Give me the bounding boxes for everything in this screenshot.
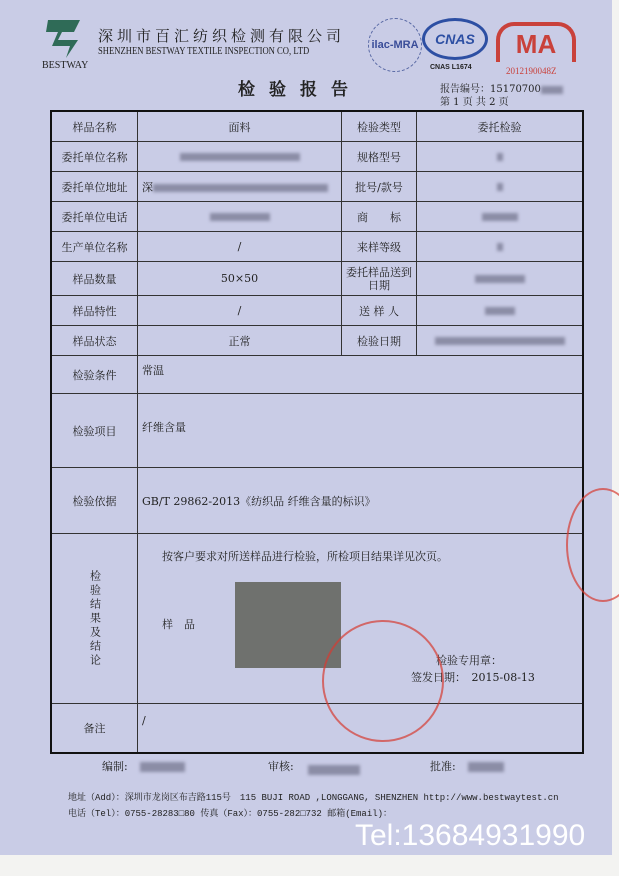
compiled-signature — [140, 762, 185, 772]
table-row — [51, 394, 583, 468]
label: 样品特性 — [51, 296, 138, 326]
table-row — [51, 534, 583, 704]
issue-date: 签发日期： 2015-08-13 — [411, 671, 535, 684]
redacted-value — [138, 142, 342, 172]
table-row — [51, 356, 583, 394]
reviewed-by-label: 审核: — [268, 760, 294, 773]
label: 委托样品送到日期 — [342, 262, 417, 296]
tel-watermark: Tel:13684931990 — [355, 819, 586, 852]
value: 常温 — [138, 356, 584, 394]
bestway-logo-icon — [44, 18, 84, 58]
company-name-en: SHENZHEN BESTWAY TEXTILE INSPECTION CO, LTD — [98, 46, 310, 57]
label: 委托单位地址 — [51, 172, 138, 202]
label: 规格型号 — [342, 142, 417, 172]
table-row — [51, 296, 583, 326]
redacted-value — [417, 296, 584, 326]
official-stamp — [322, 620, 444, 742]
approved-by-label: 批准: — [430, 760, 456, 773]
sample-label: 样 品 — [162, 618, 195, 631]
table-row — [51, 202, 583, 232]
value: 委托检验 — [417, 111, 584, 142]
label: 来样等级 — [342, 232, 417, 262]
footer-address: 地址（Add）：深圳市龙岗区布吉路115号 115 BUJI ROAD ,LONGGANG, SHENZHEN http://www.bestwaytest.cn — [68, 793, 559, 803]
table-row — [51, 111, 583, 142]
compiled-by-label: 编制: — [102, 760, 128, 773]
value: 纤维含量 — [138, 394, 584, 468]
label: 委托单位电话 — [51, 202, 138, 232]
label: 检验项目 — [51, 394, 138, 468]
table-row — [51, 704, 583, 754]
redacted-value — [138, 172, 342, 202]
reviewed-signature — [308, 765, 360, 775]
table-row — [51, 262, 583, 296]
label: 商 标 — [342, 202, 417, 232]
company-name-cn: 深圳市百汇纺织检测有限公司 — [98, 27, 346, 45]
report-title: 检验报告 — [238, 80, 362, 100]
label: 检验条件 — [51, 356, 138, 394]
cma-logo: MA — [496, 22, 576, 62]
report-number-text: 报告编号：15170700 — [440, 84, 541, 95]
value: GB/T 29862-2013《纺织品 纤维含量的标识》 — [138, 468, 584, 534]
sample-swatch — [235, 582, 341, 668]
label: 样品状态 — [51, 326, 138, 356]
label: 样品名称 — [51, 111, 138, 142]
table-row — [51, 326, 583, 356]
label: 检验类型 — [342, 111, 417, 142]
ilac-mra-logo: ilac-MRA — [368, 18, 422, 72]
cma-code: 2012190048Z — [506, 66, 557, 76]
logo-text: BESTWAY — [42, 60, 89, 71]
redacted-value — [138, 202, 342, 232]
page-number: 第 1 页 共 2 页 — [440, 97, 509, 108]
redacted-value — [417, 326, 584, 356]
redacted-value — [417, 172, 584, 202]
label: 备注 — [51, 704, 138, 754]
report-table — [50, 110, 584, 754]
footer-phone: 电话（Tel）：0755-28283□80 传真（Fax）：0755-282□732 邮箱(Email)： — [68, 809, 393, 819]
table-row — [51, 468, 583, 534]
label: 检验结果及结论 — [51, 534, 138, 704]
value: / — [138, 296, 342, 326]
table-row — [51, 142, 583, 172]
label: 生产单位名称 — [51, 232, 138, 262]
redacted-value — [417, 232, 584, 262]
redacted-value — [417, 142, 584, 172]
value: / — [138, 704, 584, 754]
seal-label: 检验专用章： — [436, 654, 502, 667]
label: 送 样 人 — [342, 296, 417, 326]
value: 面料 — [138, 111, 342, 142]
redacted-value — [417, 202, 584, 232]
value: 深 — [142, 180, 153, 194]
approved-signature — [468, 762, 504, 772]
redacted-value — [417, 262, 584, 296]
cnas-code: CNAS L1674 — [430, 64, 472, 71]
value: 正常 — [138, 326, 342, 356]
label: 检验依据 — [51, 468, 138, 534]
label: 检验日期 — [342, 326, 417, 356]
value: 50×50 — [138, 262, 342, 296]
cnas-logo: CNAS — [422, 18, 488, 60]
value: / — [138, 232, 342, 262]
table-row — [51, 172, 583, 202]
label: 批号/款号 — [342, 172, 417, 202]
label: 委托单位名称 — [51, 142, 138, 172]
label: 样品数量 — [51, 262, 138, 296]
table-row — [51, 232, 583, 262]
result-text: 按客户要求对所送样品进行检验，所检项目结果详见次页。 — [162, 550, 448, 563]
